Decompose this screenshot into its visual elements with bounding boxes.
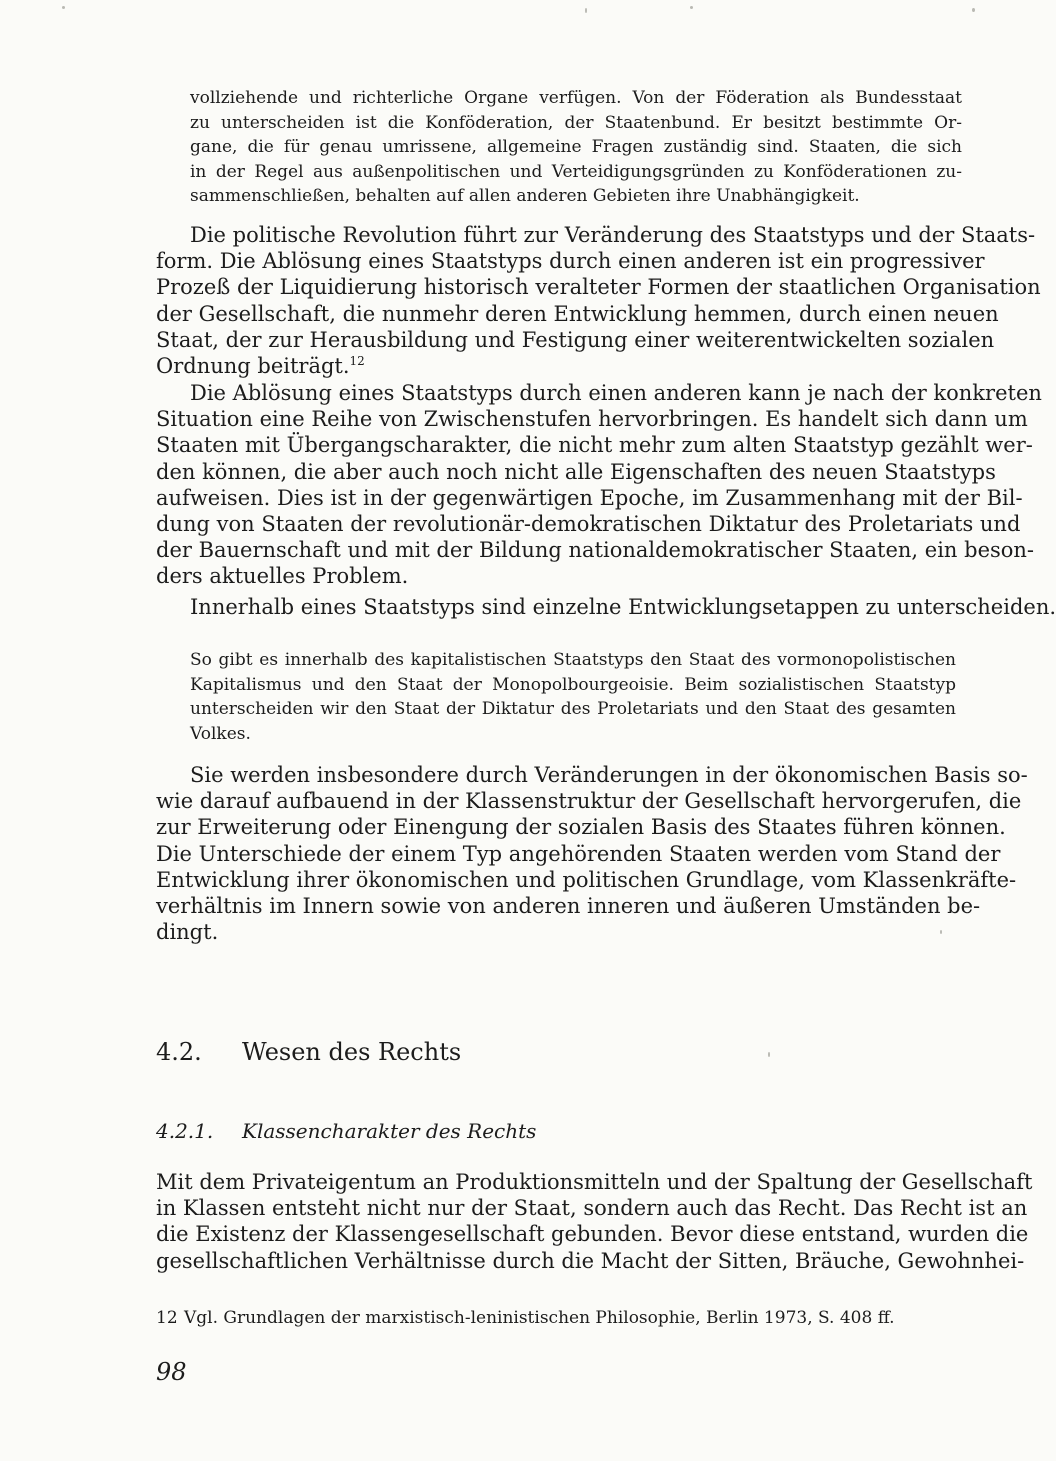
text-line: form. Die Ablösung eines Staatstyps durch einen anderen ist ein progressiver	[156, 249, 985, 274]
text-line: gesellschaftlichen Verhältnisse durch die Macht der Sitten, Bräuche, Gewohnhei-	[156, 1248, 1025, 1273]
section-title: Wesen des Rechts	[242, 1038, 462, 1066]
footnote	[156, 1308, 895, 1328]
text-line: die Existenz der Klassengesellschaft gebunden. Bevor diese entstand, wurden die	[156, 1222, 1029, 1247]
scan-speck	[768, 1052, 770, 1057]
text-line: Sie werden insbesondere durch Veränderungen in der ökonomischen Basis so-	[190, 763, 1028, 787]
text-line: gane, die für genau umrissene, allgemeine Fragen zuständig sind. Staaten, die sich	[190, 137, 962, 157]
subsection-number: 4.2.1.	[156, 1119, 214, 1143]
text-line: dung von Staaten der revolutionär-demokratischen Diktatur des Proletariats und	[156, 512, 1021, 537]
paragraph-transition-states	[156, 380, 1042, 590]
text-line-content: Ordnung beiträgt.	[156, 354, 350, 379]
paragraph-example	[190, 648, 956, 746]
text-line: Die Ablösung eines Staatstyps durch einen anderen kann je nach der konkreten	[190, 381, 1042, 405]
text-line: Innerhalb eines Staatstyps sind einzelne Entwicklungsetappen zu unterscheiden.	[190, 595, 1056, 619]
scan-speck	[62, 6, 65, 9]
paragraph-revolution	[156, 222, 1041, 379]
text-line: Entwicklung ihrer ökonomischen und politischen Grundlage, vom Klassenkräfte-	[156, 867, 1017, 892]
footnote-reference[interactable]: 12	[349, 354, 365, 369]
text-line: unterscheiden wir den Staat der Diktatur des Proletariats und den Staat des gesamten	[190, 699, 956, 719]
paragraph-class-character	[156, 1169, 1033, 1274]
text-line: Volkes.	[190, 723, 251, 744]
text-line	[156, 353, 962, 379]
text-line: Prozeß der Liquidierung historisch veralteter Formen der staatlichen Organisation	[156, 275, 1041, 300]
subsection-heading	[156, 1119, 536, 1143]
text-line: Die Unterschiede der einem Typ angehörenden Staaten werden vom Stand der	[156, 841, 1001, 866]
text-line: Mit dem Privateigentum an Produktionsmitteln und der Spaltung der Gesellschaft	[156, 1170, 1033, 1194]
section-heading	[156, 1038, 461, 1066]
text-line: Kapitalismus und den Staat der Monopolbourgeoisie. Beim sozialistischen Staatstyp	[190, 674, 956, 695]
paragraph-development-stages	[156, 594, 1056, 620]
text-line: der Gesellschaft, die nunmehr deren Entwicklung hemmen, durch einen neuen	[156, 301, 999, 326]
text-line: vollziehende und richterliche Organe verfügen. Von der Föderation als Bundesstaat	[190, 88, 962, 108]
text-line: Staaten mit Übergangscharakter, die nicht mehr zum alten Staatstyp gezählt wer-	[156, 433, 1033, 458]
text-line: aufweisen. Dies ist in der gegenwärtigen Epoche, im Zusammenhang mit der Bil-	[156, 485, 1023, 510]
text-line: Staat, der zur Herausbildung und Festigung einer weiterentwickelten sozialen	[156, 327, 995, 352]
text-line: So gibt es innerhalb des kapitalistischen Staatstyps den Staat des vormonopolistischen	[190, 650, 956, 670]
text-line: verhältnis im Innern sowie von anderen inneren und äußeren Umständen be-	[156, 894, 981, 919]
text-line: zu unterscheiden ist die Konföderation, der Staatenbund. Er besitzt bestimmte Or-	[190, 112, 962, 133]
section-number: 4.2.	[156, 1038, 202, 1066]
scan-speck	[972, 8, 975, 12]
text-line: ders aktuelles Problem.	[156, 564, 409, 589]
page-number: 98	[156, 1358, 187, 1386]
scan-speck	[690, 6, 693, 9]
text-line: in der Regel aus außenpolitischen und Verteidigungsgründen zu Konföderationen zu-	[190, 161, 962, 182]
footnote-text: Vgl. Grundlagen der marxistisch-leninistischen Philosophie, Berlin 1973, S. 408 ff.	[184, 1308, 895, 1328]
text-line: wie darauf aufbauend in der Klassenstruktur der Gesellschaft hervorgerufen, die	[156, 789, 1022, 814]
paragraph-differences	[156, 762, 1028, 945]
subsection-title: Klassencharakter des Rechts	[242, 1119, 537, 1143]
text-line: den können, die aber auch noch nicht alle Eigenschaften des neuen Staatstyps	[156, 459, 996, 484]
scan-speck	[940, 930, 942, 934]
text-line: in Klassen entsteht nicht nur der Staat, sondern auch das Recht. Das Recht ist an	[156, 1196, 1028, 1221]
paragraph-confederation	[190, 86, 962, 209]
text-line: dingt.	[156, 920, 219, 945]
scan-speck	[585, 8, 587, 13]
text-line: der Bauernschaft und mit der Bildung nationaldemokratischer Staaten, ein beson-	[156, 538, 1035, 563]
footnote-number: 12	[156, 1308, 178, 1328]
text-line: zur Erweiterung oder Einengung der sozialen Basis des Staates führen können.	[156, 815, 1006, 840]
text-line: Die politische Revolution führt zur Veränderung des Staatstyps und der Staats-	[190, 223, 1036, 247]
text-line: Situation eine Reihe von Zwischenstufen hervorbringen. Es handelt sich dann um	[156, 407, 1028, 432]
text-line: sammenschließen, behalten auf allen anderen Gebieten ihre Unabhängigkeit.	[190, 186, 860, 206]
